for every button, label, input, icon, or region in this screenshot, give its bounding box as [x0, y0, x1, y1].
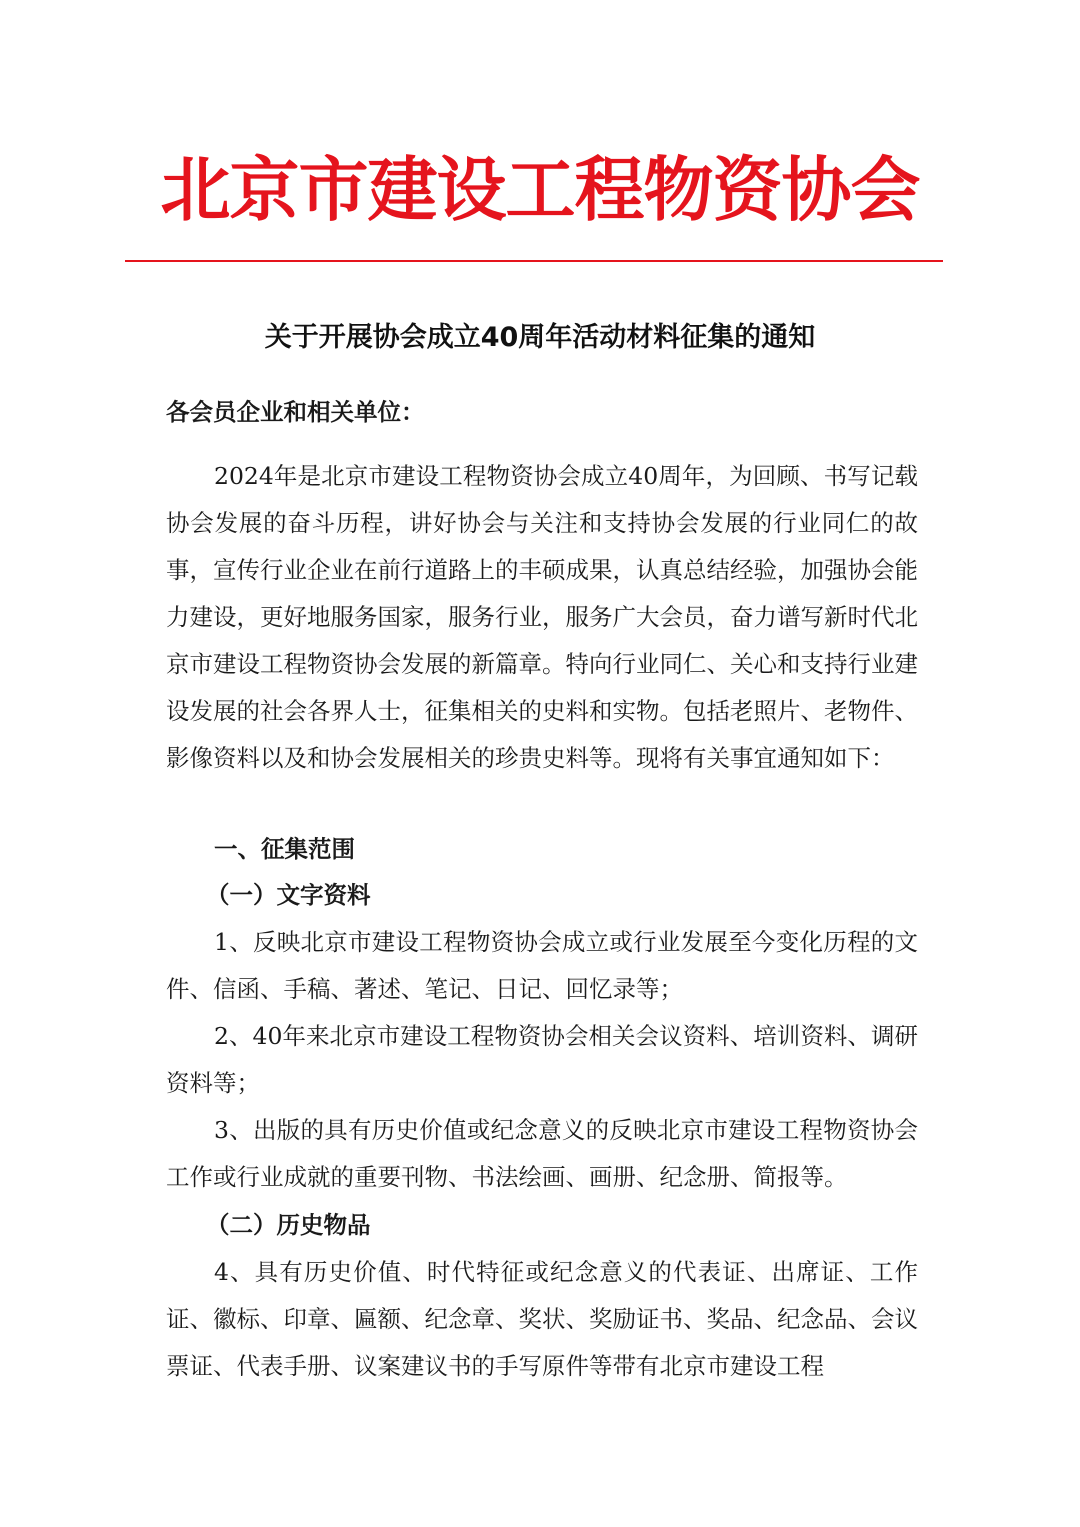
- list-item: 3、出版的具有历史价值或纪念意义的反映北京市建设工程物资协会工作或行业成就的重要刊物、书法绘画、画册、纪念册、简报等。: [166, 1116, 918, 1191]
- intro-paragraph: 2024年是北京市建设工程物资协会成立40周年，为回顾、书写记载协会发展的奋斗历程，讲好协会与关注和支持协会发展的行业同仁的故事，宣传行业企业在前行道路上的丰硕成果，认真总结经验，加强协会能力建设，更好地服务国家，服务行业，服务广大会员，奋力谱写新时代北京市建设工程物资协会发展的新篇章。特向行业同仁、关心和支持行业建设发展的社会各界人士，征集相关的史料和实物。包括老照片、老物件、影像资料以及和协会发展相关的珍贵史料等。现将有关事宜通知如下：: [166, 462, 918, 772]
- notice-title: 关于开展协会成立40周年活动材料征集的通知: [264, 322, 816, 353]
- section-heading-scope: 一、征集范围: [214, 835, 355, 863]
- subsection-heading-text-materials: （一）文字资料: [206, 881, 371, 909]
- list-item: 4、具有历史价值、时代特征或纪念意义的代表证、出席证、工作证、徽标、印章、匾额、纪念章、奖状、奖励证书、奖品、纪念品、会议票证、代表手册、议案建议书的手写原件等带有北京市建设工程: [166, 1258, 918, 1380]
- organization-header: 北京市建设工程物资协会: [160, 149, 920, 231]
- list-item: 1、反映北京市建设工程物资协会成立或行业发展至今变化历程的文件、信函、手稿、著述、笔记、日记、回忆录等；: [166, 928, 918, 1003]
- list-item: 2、40年来北京市建设工程物资协会相关会议资料、培训资料、调研资料等；: [166, 1022, 918, 1097]
- header-divider: [125, 260, 943, 262]
- subsection-heading-historical-items: （二）历史物品: [206, 1211, 371, 1239]
- salutation: 各会员企业和相关单位：: [166, 398, 425, 426]
